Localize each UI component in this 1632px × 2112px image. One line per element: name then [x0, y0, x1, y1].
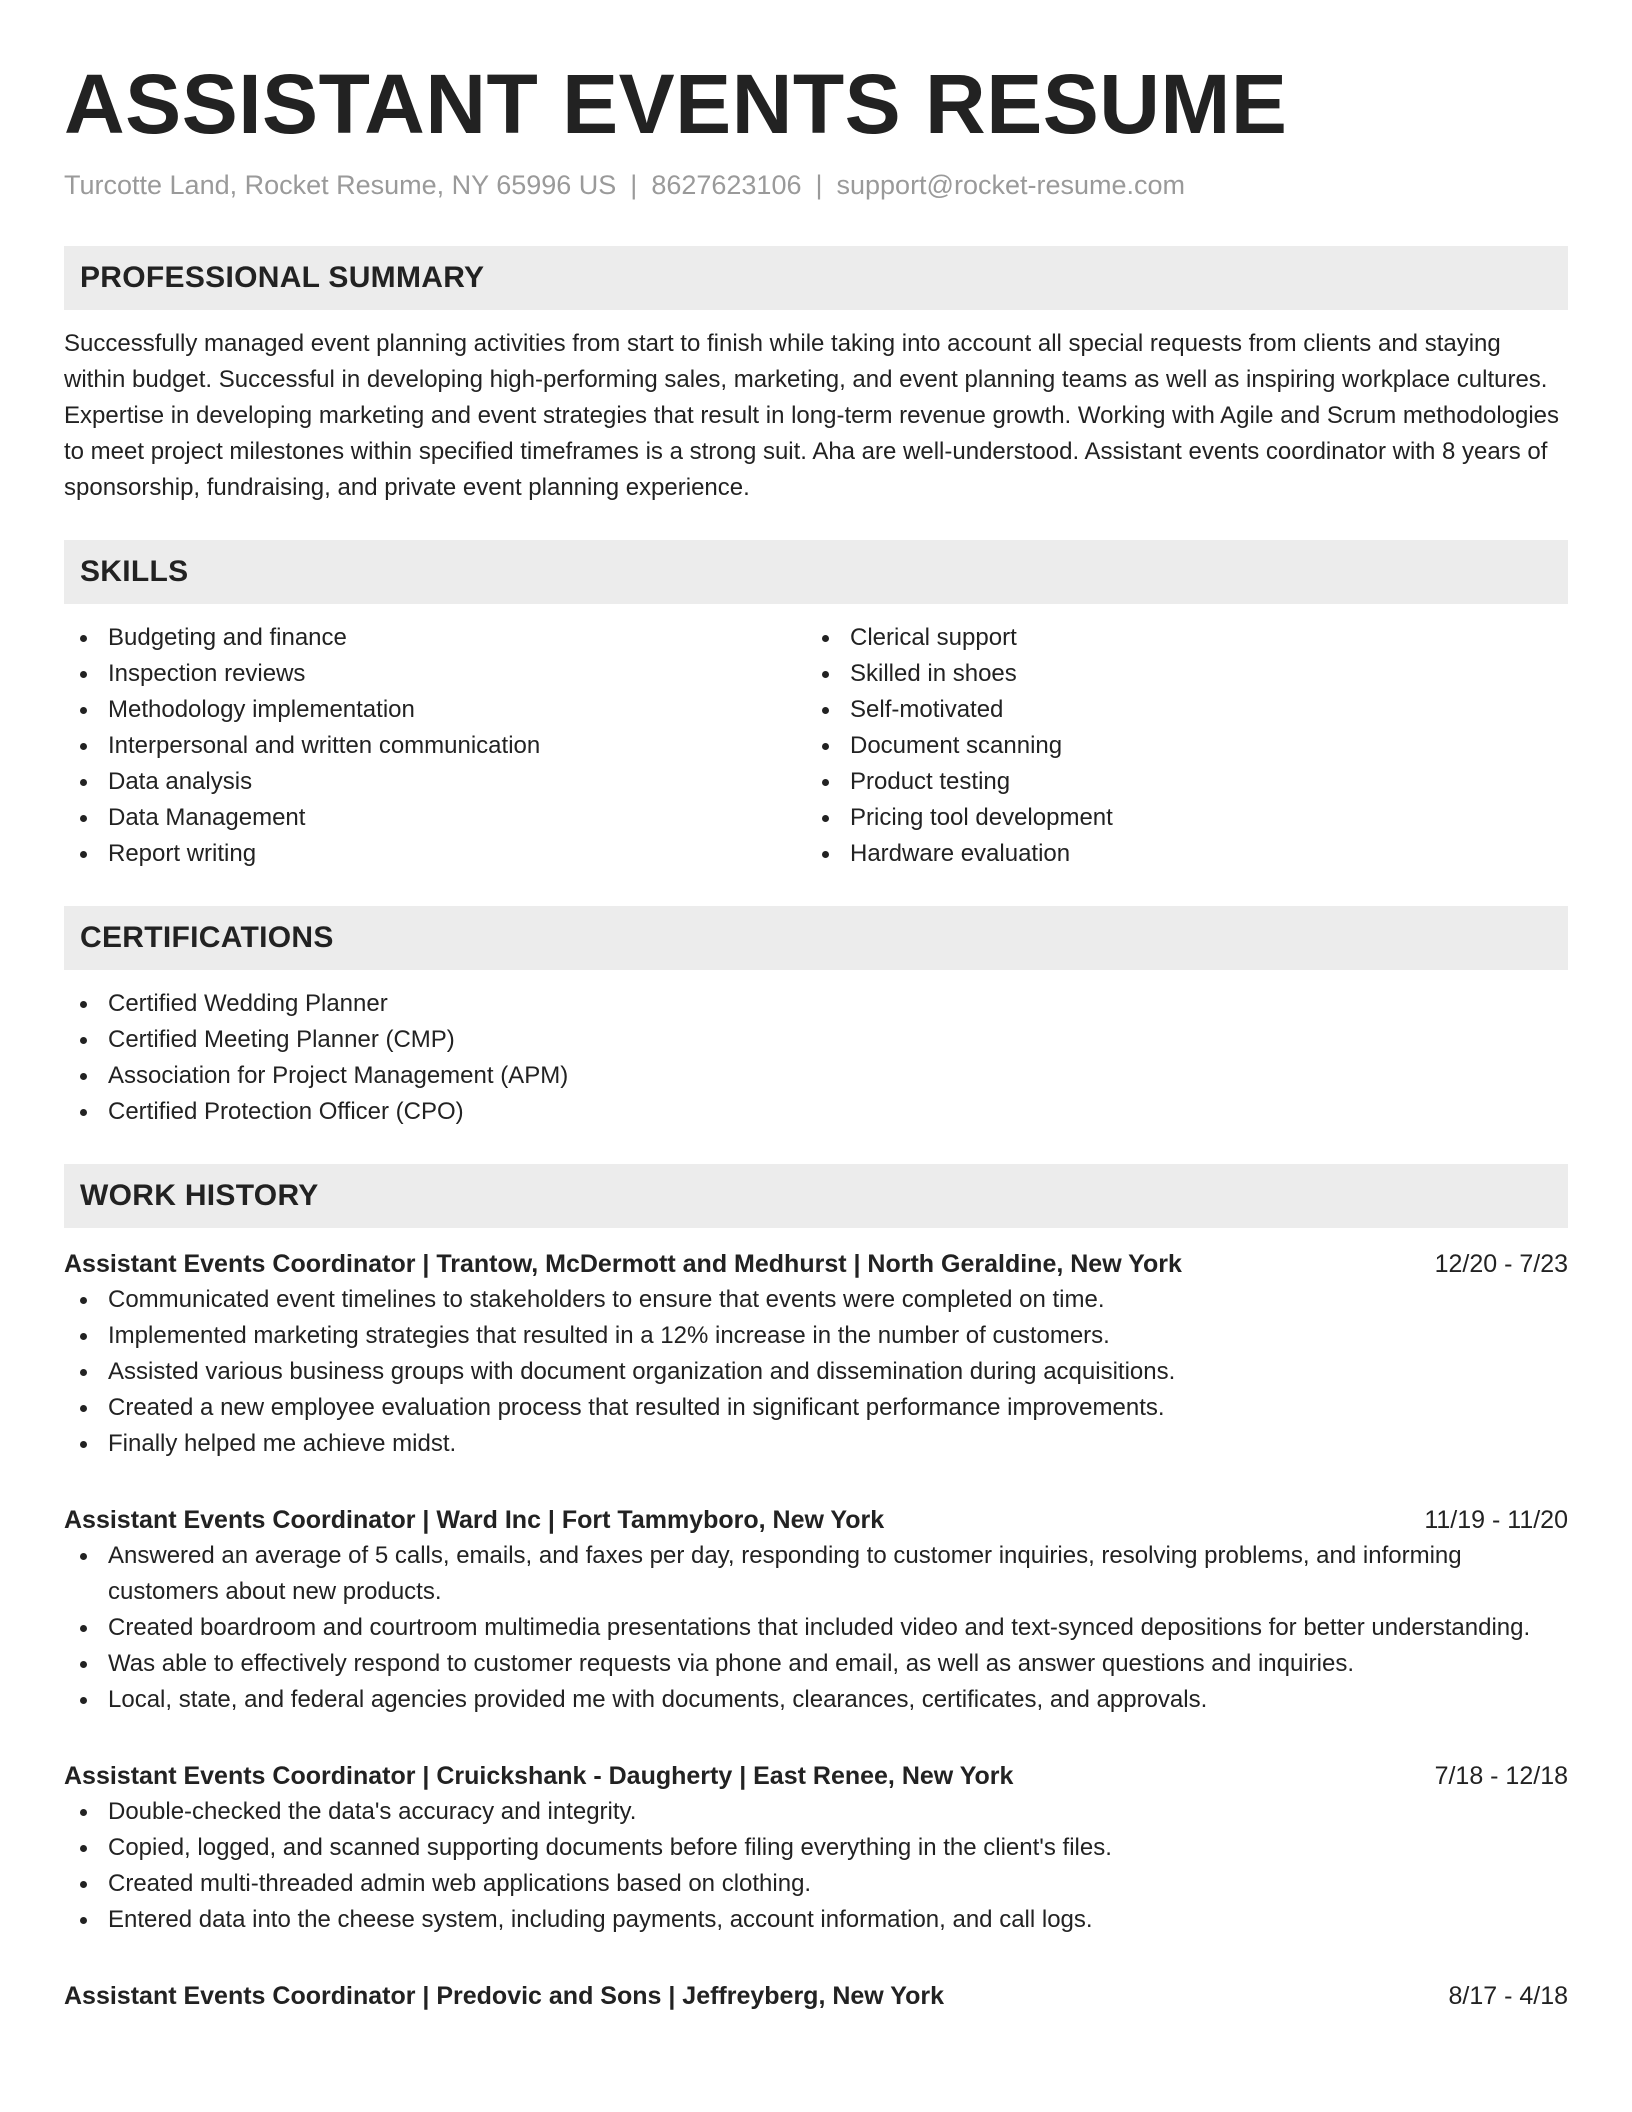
work-history-list	[64, 1246, 1568, 2014]
job-entry	[64, 1246, 1568, 1462]
skill-item: Data analysis	[64, 764, 806, 800]
skill-item: Budgeting and finance	[64, 620, 806, 656]
job-bullet: Created boardroom and courtroom multimedia presentations that included video and text-synced depositions for better understanding.	[64, 1610, 1568, 1646]
job-bullet: Implemented marketing strategies that resulted in a 12% increase in the number of customers.	[64, 1318, 1568, 1354]
contact-address: Turcotte Land, Rocket Resume, NY 65996 US	[64, 170, 617, 200]
job-bullet: Local, state, and federal agencies provided me with documents, clearances, certificates, and approvals.	[64, 1682, 1568, 1718]
certification-item: Certified Protection Officer (CPO)	[64, 1094, 1568, 1130]
job-bullet-list	[64, 1282, 1568, 1462]
skill-item: Self-motivated	[806, 692, 1548, 728]
skill-item: Document scanning	[806, 728, 1548, 764]
job-bullet: Finally helped me achieve midst.	[64, 1426, 1568, 1462]
job-bullet-list	[64, 1794, 1568, 1938]
job-dates: 11/19 - 11/20	[1424, 1506, 1568, 1534]
job-header	[64, 1758, 1568, 1794]
skills-column-left	[64, 620, 806, 872]
certification-item: Certified Meeting Planner (CMP)	[64, 1022, 1568, 1058]
contact-separator: |	[815, 170, 823, 200]
resume-title: ASSISTANT EVENTS RESUME	[64, 57, 1288, 151]
job-heading: Assistant Events Coordinator | Cruickshank - Daugherty | East Renee, New York	[64, 1762, 1014, 1790]
job-dates: 12/20 - 7/23	[1434, 1250, 1568, 1278]
skill-item: Pricing tool development	[806, 800, 1548, 836]
job-bullet: Answered an average of 5 calls, emails, and faxes per day, responding to customer inquiries, resolving problems, and informing customers about new products.	[64, 1538, 1568, 1610]
job-entry	[64, 1758, 1568, 1938]
section-header-certifications: CERTIFICATIONS	[64, 906, 1568, 970]
job-header	[64, 1502, 1568, 1538]
skill-item: Data Management	[64, 800, 806, 836]
job-bullet-list	[64, 1538, 1568, 1718]
certifications-list	[64, 986, 1568, 1130]
section-header-summary: PROFESSIONAL SUMMARY	[64, 246, 1568, 310]
skills-grid	[64, 620, 1568, 872]
contact-line	[64, 168, 1568, 202]
skill-item: Skilled in shoes	[806, 656, 1548, 692]
skill-item: Hardware evaluation	[806, 836, 1548, 872]
skill-item: Inspection reviews	[64, 656, 806, 692]
job-bullet: Assisted various business groups with document organization and dissemination during acquisitions.	[64, 1354, 1568, 1390]
skill-item: Report writing	[64, 836, 806, 872]
skill-item: Product testing	[806, 764, 1548, 800]
job-header	[64, 1246, 1568, 1282]
skill-item: Interpersonal and written communication	[64, 728, 806, 764]
certification-item: Certified Wedding Planner	[64, 986, 1568, 1022]
contact-email: support@rocket-resume.com	[836, 170, 1186, 200]
job-bullet: Created multi-threaded admin web applications based on clothing.	[64, 1866, 1568, 1902]
skills-column-right	[806, 620, 1548, 872]
certification-item: Association for Project Management (APM)	[64, 1058, 1568, 1094]
summary-text: Successfully managed event planning activities from start to finish while taking into account all special requests from clients and staying within budget. Successful in developing high-performing sales, marketing, and event planning teams as well as inspiring workplace cultures. Expertise in developing marketing and event strategies that result in long-term revenue growth. Working with Agile and Scrum methodologies to meet project milestones within specified timeframes is a strong suit. Aha are well-understood. Assistant events coordinator with 8 years of sponsorship, fundraising, and private event planning experience.	[64, 330, 1560, 501]
job-entry	[64, 1502, 1568, 1718]
job-bullet: Was able to effectively respond to customer requests via phone and email, as well as answer questions and inquiries.	[64, 1646, 1568, 1682]
job-entry	[64, 1978, 1568, 2014]
contact-phone: 8627623106	[651, 170, 802, 200]
job-heading: Assistant Events Coordinator | Ward Inc | Fort Tammyboro, New York	[64, 1506, 885, 1534]
skill-item: Clerical support	[806, 620, 1548, 656]
skills-list-left	[64, 620, 806, 872]
skills-list-right	[806, 620, 1548, 872]
job-bullet: Double-checked the data's accuracy and integrity.	[64, 1794, 1568, 1830]
section-header-work-history: WORK HISTORY	[64, 1164, 1568, 1228]
job-header	[64, 1978, 1568, 2014]
job-bullet: Copied, logged, and scanned supporting documents before filing everything in the client's files.	[64, 1830, 1568, 1866]
section-header-skills: SKILLS	[64, 540, 1568, 604]
job-dates: 8/17 - 4/18	[1448, 1982, 1568, 2010]
resume-page	[64, 0, 1568, 2014]
skill-item: Methodology implementation	[64, 692, 806, 728]
job-heading: Assistant Events Coordinator | Trantow, McDermott and Medhurst | North Geraldine, New York	[64, 1250, 1182, 1278]
contact-separator: |	[630, 170, 638, 200]
job-heading: Assistant Events Coordinator | Predovic and Sons | Jeffreyberg, New York	[64, 1982, 944, 2010]
job-bullet: Created a new employee evaluation process that resulted in significant performance improvements.	[64, 1390, 1568, 1426]
job-bullet: Communicated event timelines to stakeholders to ensure that events were completed on time.	[64, 1282, 1568, 1318]
job-bullet: Entered data into the cheese system, including payments, account information, and call logs.	[64, 1902, 1568, 1938]
job-dates: 7/18 - 12/18	[1434, 1762, 1568, 1790]
